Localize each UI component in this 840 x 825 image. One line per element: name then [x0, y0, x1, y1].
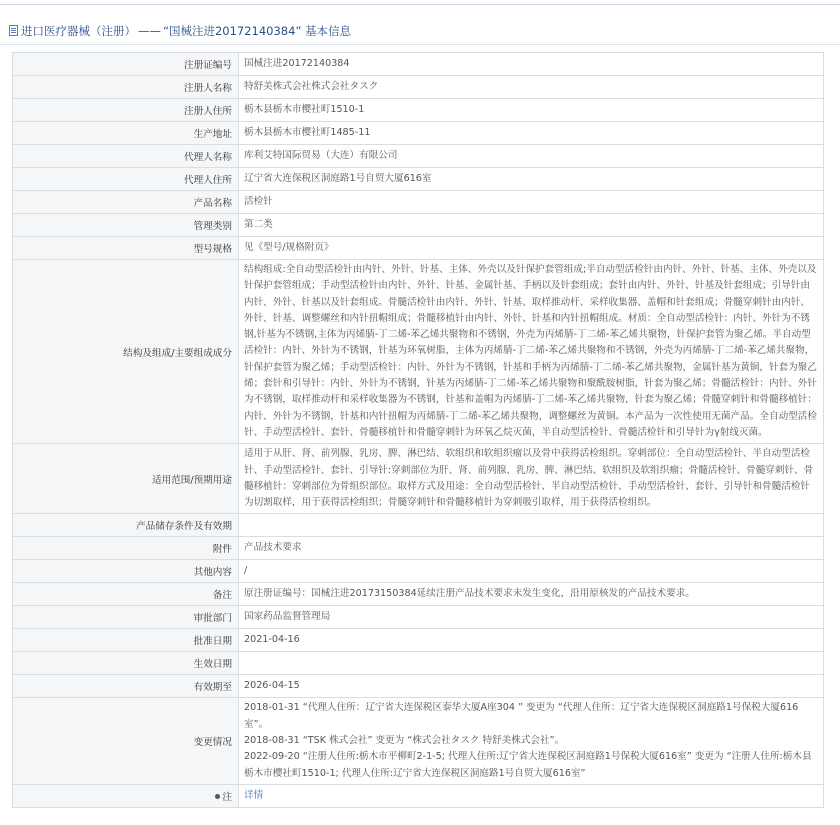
change-entry: 2022-09-20 “注册人住所:栃木市平柳町2-1-5; 代理人住所:辽宁省大连保税区洞庭路1号保税大厦616室” 变更为 “注册人住所:栃木县栃木市樱社町1510-1; 代理人住所:辽宁省大连保税区洞庭路1号自贸大厦616室”: [244, 751, 812, 779]
field-value: /: [239, 560, 824, 583]
row-intended-use: [13, 444, 824, 514]
field-label: 注册证编号: [13, 53, 239, 76]
field-label: 注册人住所: [13, 99, 239, 122]
field-value: 见《型号/规格附页》: [239, 237, 824, 260]
field-value: 库利艾特国际贸易（大连）有限公司: [239, 145, 824, 168]
change-entry: 2018-08-31 “TSK 株式会社” 变更为 “株式会社タスク 特舒美株式会社”。: [244, 735, 565, 747]
field-label: 产品储存条件及有效期: [13, 514, 239, 537]
field-value: 栃木县栃木市樱社町1510-1: [239, 99, 824, 122]
field-value: 原注册证编号：国械注进20173150384延续注册产品技术要求未发生变化，沿用原核发的产品技术要求。: [239, 583, 824, 606]
row-model-spec: [13, 237, 824, 260]
row-reg-no: [13, 53, 824, 76]
field-label: 代理人名称: [13, 145, 239, 168]
field-value: 栃木县栃木市樱社町1485-11: [239, 122, 824, 145]
field-value: [239, 698, 824, 784]
field-label: 生产地址: [13, 122, 239, 145]
field-label: 注册人名称: [13, 76, 239, 99]
field-label: 附件: [13, 537, 239, 560]
field-label: [13, 784, 239, 807]
field-value: [239, 514, 824, 537]
field-value: [239, 652, 824, 675]
field-value: 第二类: [239, 214, 824, 237]
row-note: [13, 784, 824, 807]
field-value: 2021-04-16: [239, 629, 824, 652]
row-production-address: [13, 122, 824, 145]
field-label: 代理人住所: [13, 168, 239, 191]
row-other: [13, 560, 824, 583]
field-label: 生效日期: [13, 652, 239, 675]
page-title: [9, 20, 351, 42]
row-changes: [13, 698, 824, 784]
row-remarks: [13, 583, 824, 606]
field-value: 国家药品监督管理局: [239, 606, 824, 629]
row-attachment: [13, 537, 824, 560]
details-link[interactable]: 详情: [244, 789, 264, 801]
field-value: 活检针: [239, 191, 824, 214]
top-divider: [0, 4, 840, 5]
row-product-name: [13, 191, 824, 214]
row-approval-date: [13, 629, 824, 652]
field-label: 适用范围/预期用途: [13, 444, 239, 514]
row-agent: [13, 145, 824, 168]
field-label: 其他内容: [13, 560, 239, 583]
field-value: 特舒美株式会社株式会社タスク: [239, 76, 824, 99]
field-value: 产品技术要求: [239, 537, 824, 560]
field-value: [239, 784, 824, 807]
field-value: 国械注进20172140384: [239, 53, 824, 76]
row-registrant: [13, 76, 824, 99]
title-registration: “国械注进20172140384”: [163, 24, 302, 38]
field-label: 备注: [13, 583, 239, 606]
row-effective-date: [13, 652, 824, 675]
field-label: 管理类别: [13, 214, 239, 237]
field-value: 结构组成:全自动型活检针由内针、外针、针基、主体、外壳以及针保护套管组成;半自动型活检针由内针、外针、针基、主体、外壳以及针保护套管组成；手动型活检针由内针、外针、针基、金属针基、手柄以及针套组成；套针由内针、外针、针基及针套组成；引导针由内针、外针、针基以及针套组成。骨髓活检针由内针、外针、针基、取样推动杆、采样收集器、盖帽和针套组成；骨髓穿刺针由内针、外针、针基、调整螺丝和内针扭帽组成；骨髓移植针由内针、外针、针基和内针扭帽组成。材质：全自动型活检针：内针、外针为不锈钢,针基为不锈钢,主体为丙烯腈-丁二烯-苯乙烯共聚物和不锈钢，外壳为丙烯腈-丁二烯-苯乙烯共聚物，针保护套管为聚乙烯。半自动型活检针：内针、外针为不锈钢，针基为环氧树脂，主体为丙烯腈-丁二烯-苯乙烯共聚物和不锈钢，外壳为丙烯腈-丁二烯-苯乙烯共聚物，针保护套管为聚乙烯；手动型活检针：内针、外针为不锈钢，针基和手柄为丙烯腈-丁二烯-苯乙烯共聚物，金属针基为黄铜，针套为聚乙烯；套针和引导针：内针、外针为不锈钢，针基为丙烯腈-丁二烯-苯乙烯共聚物和聚酰胺树脂，针套为聚乙烯；骨髓活检针：内针、外针为不锈钢，取样推动杆和采样收集器为不锈钢，针基和盖帽为丙烯腈-丁二烯-苯乙烯共聚物，针套为聚乙烯；骨髓穿刺针和骨髓移植针：内针、外针为不锈钢，针基和内针扭帽为丙烯腈-丁二烯-苯乙烯共聚物，调整螺丝为黄铜。本产品为一次性使用无菌产品。全自动型活检针、手动型活检针、套针、骨髓移植针和骨髓穿刺针为环氧乙烷灭菌，半自动型活检针、骨髓活检针和引导针为γ射线灭菌。: [239, 260, 824, 444]
field-value: 适用于从肝、肾、前列腺、乳房、脾、淋巴结、软组织和软组织瘤以及骨中获得活检组织。穿刺部位：全自动型活检针、半自动型活检针、手动型活检针、套针、引导针:穿刺部位为肝、肾、前列腺、乳房、脾、淋巴结、软组织及软组织瘤；骨髓活检针、骨髓穿刺针、骨髓移植针：穿刺部位为骨组织部位。取样方式及用途：全自动型活检针、半自动型活检针、手动型活检针、套针、引导针和骨髓活检针为切割取样，用于获得活检组织；骨髓穿刺针和骨髓移植针为穿刺吸引取样，用于获得活检组织。: [239, 444, 824, 514]
change-entry: 2018-01-31 “代理人住所：辽宁省大连保税区泰华大厦A座304 ” 变更为 “代理人住所：辽宁省大连保税区洞庭路1号保税大厦616室”。: [244, 702, 799, 730]
note-label: 注: [222, 791, 232, 803]
row-approval-dept: [13, 606, 824, 629]
field-label: 结构及组成/主要组成成分: [13, 260, 239, 444]
row-expiry-date: [13, 675, 824, 698]
field-label: 变更情况: [13, 698, 239, 784]
field-label: 批准日期: [13, 629, 239, 652]
row-agent-address: [13, 168, 824, 191]
title-category: 进口医疗器械（注册）: [21, 24, 136, 38]
row-structure: [13, 260, 824, 444]
document-icon: [9, 25, 18, 36]
info-table: [12, 52, 824, 808]
field-value: 辽宁省大连保税区洞庭路1号自贸大厦616室: [239, 168, 824, 191]
row-category: [13, 214, 824, 237]
field-value: 2026-04-15: [239, 675, 824, 698]
field-label: 型号规格: [13, 237, 239, 260]
title-suffix: 基本信息: [305, 24, 352, 38]
title-separator: ——: [138, 24, 161, 38]
title-divider: [0, 44, 840, 45]
field-label: 产品名称: [13, 191, 239, 214]
row-registrant-address: [13, 99, 824, 122]
field-label: 审批部门: [13, 606, 239, 629]
row-storage: [13, 514, 824, 537]
pin-icon: [215, 794, 220, 799]
field-label: 有效期至: [13, 675, 239, 698]
